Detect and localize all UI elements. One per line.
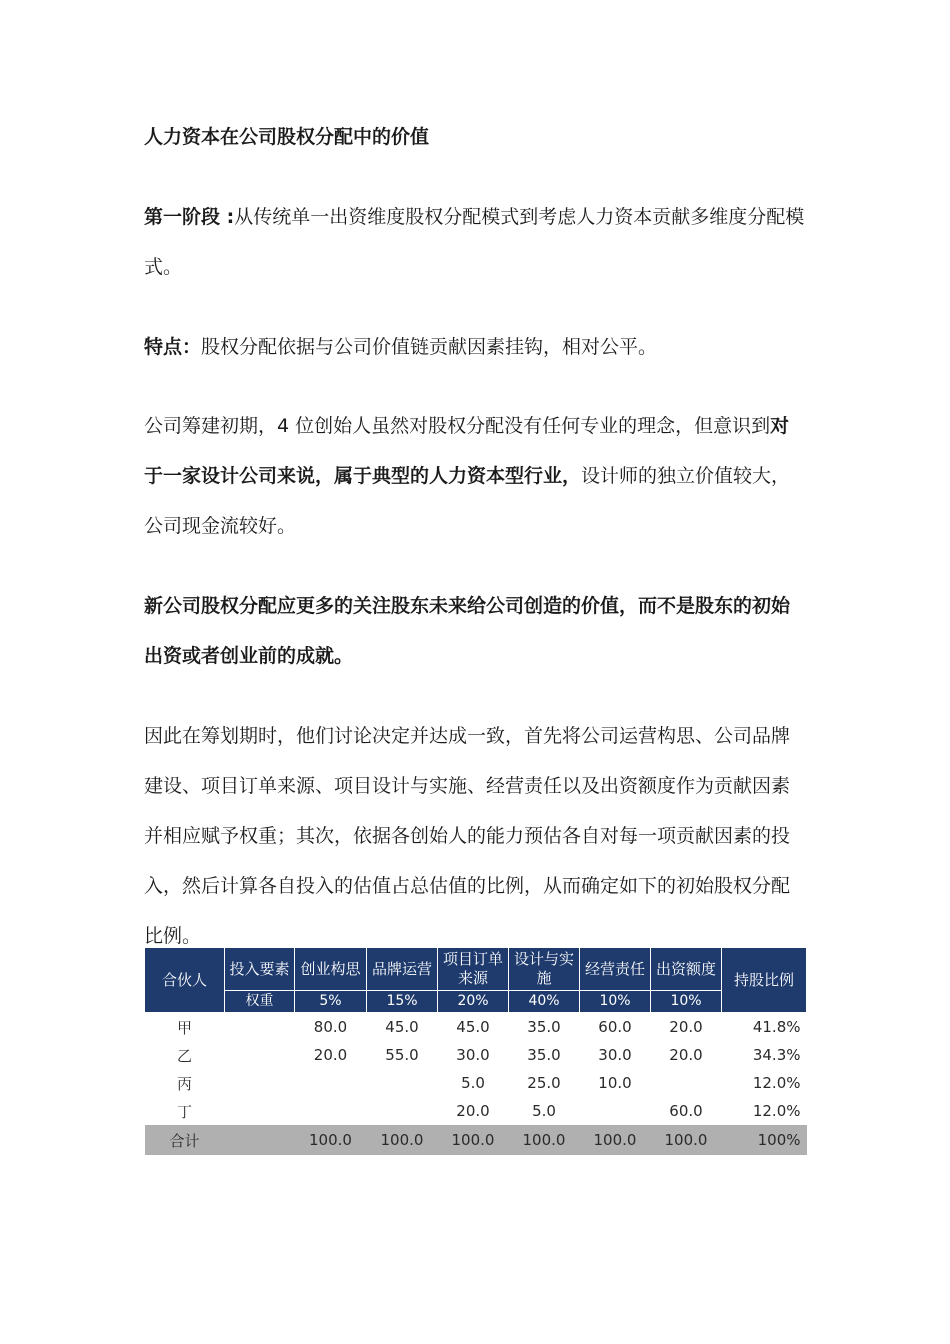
partner-header: 合伙人 bbox=[145, 948, 225, 1013]
share-header: 持股比例 bbox=[722, 948, 807, 1013]
factor-weight: 10% bbox=[651, 991, 722, 1013]
table-cell: 60.0 bbox=[598, 1018, 632, 1036]
total-row bbox=[145, 1125, 807, 1155]
table-cell: 20.0 bbox=[313, 1046, 348, 1064]
table-cell bbox=[225, 1097, 295, 1125]
factor-header: 项目订单来源 bbox=[438, 948, 509, 991]
total-label: 合计 bbox=[145, 1125, 225, 1155]
total-cell: 100.0 bbox=[509, 1125, 580, 1155]
table-cell: 5.0 bbox=[461, 1074, 485, 1092]
factor-weight: 40% bbox=[509, 991, 580, 1013]
table-cell: 55.0 bbox=[385, 1046, 419, 1064]
table-cell: 80.0 bbox=[313, 1018, 348, 1036]
table-cell: 25.0 bbox=[527, 1074, 561, 1092]
factor-header: 品牌运营 bbox=[367, 948, 438, 991]
factor-weight: 20% bbox=[438, 991, 509, 1013]
early-text-a: 公司筹建初期，4 位创始人虽然对股权分配没有任何专业的理念，但意识到 bbox=[144, 415, 771, 437]
table-cell bbox=[580, 1097, 651, 1125]
total-cell: 100.0 bbox=[651, 1125, 722, 1155]
factor-weight: 5% bbox=[295, 991, 367, 1013]
page-title: 人力资本在公司股权分配中的价值 bbox=[144, 126, 430, 148]
table-cell bbox=[651, 1069, 722, 1097]
table-cell bbox=[225, 1013, 295, 1042]
therefore-paragraph: 因此在筹划期时，他们讨论决定并达成一致，首先将公司运营构思、公司品牌建设、项目订单来源、项目设计与实施、经营责任以及出资额度作为贡献因素并相应赋予权重；其次，依据各创始人的能力预估各自对每一项贡献因素的投入，然后计算各自投入的估值占总估值的比例，从而确定如下的初始股权分配比例。 bbox=[144, 725, 791, 947]
input-header: 投入要素 bbox=[225, 948, 295, 991]
partner-name: 丁 bbox=[176, 1102, 192, 1121]
stage-text: 从传统单一出资维度股权分配模式到考虑人力资本贡献多维度分配模式。 bbox=[144, 206, 805, 278]
table-cell bbox=[225, 1069, 295, 1097]
factor-header: 创业构思 bbox=[295, 948, 367, 991]
equity-table bbox=[144, 947, 807, 1155]
table-row bbox=[145, 1013, 807, 1042]
factor-weight: 15% bbox=[367, 991, 438, 1013]
table-cell: 35.0 bbox=[527, 1018, 561, 1036]
early-bold-text: 对于一家设计公司来说，属于典型的人力资本型行业， bbox=[144, 415, 790, 487]
table-cell: 60.0 bbox=[669, 1102, 703, 1120]
table-cell bbox=[367, 1097, 438, 1125]
table-cell: 10.0 bbox=[598, 1074, 632, 1092]
table-cell: 35.0 bbox=[527, 1046, 561, 1064]
share-cell: 34.3% bbox=[752, 1046, 801, 1064]
early-text-b: 设计师的独立价值较大，公司现金流较好。 bbox=[144, 465, 791, 537]
table-cell: 5.0 bbox=[532, 1102, 556, 1120]
table-cell bbox=[367, 1069, 438, 1097]
table-cell: 20.0 bbox=[669, 1046, 703, 1064]
factor-header: 经营责任 bbox=[580, 948, 651, 991]
table-row bbox=[145, 1041, 807, 1069]
factor-header: 出资额度 bbox=[651, 948, 722, 991]
partner-name: 甲 bbox=[176, 1018, 192, 1037]
share-cell: 12.0% bbox=[752, 1102, 801, 1120]
table-cell: 30.0 bbox=[456, 1046, 490, 1064]
partner-name: 丙 bbox=[176, 1074, 192, 1093]
total-cell: 100.0 bbox=[295, 1125, 367, 1155]
table-cell: 45.0 bbox=[456, 1018, 490, 1036]
share-cell: 41.8% bbox=[752, 1018, 801, 1036]
table-cell: 45.0 bbox=[385, 1018, 419, 1036]
factor-header: 设计与实施 bbox=[509, 948, 580, 991]
table-row bbox=[145, 1097, 807, 1125]
feature-paragraph bbox=[144, 322, 808, 372]
stage-label: 第一阶段 : bbox=[144, 206, 235, 228]
table-cell bbox=[225, 1041, 295, 1069]
table-cell: 30.0 bbox=[598, 1046, 632, 1064]
partner-name: 乙 bbox=[176, 1046, 192, 1065]
total-cell: 100.0 bbox=[438, 1125, 509, 1155]
total-share-cell: 100% bbox=[722, 1125, 807, 1155]
table-cell bbox=[225, 1125, 295, 1155]
table-cell bbox=[295, 1097, 367, 1125]
stage-paragraph bbox=[144, 192, 808, 292]
table-cell bbox=[295, 1069, 367, 1097]
share-cell: 12.0% bbox=[752, 1074, 801, 1092]
new-equity-paragraph: 新公司股权分配应更多的关注股东未来给公司创造的价值，而不是股东的初始出资或者创业前的成就。 bbox=[144, 595, 791, 667]
feature-label: 特点： bbox=[144, 336, 202, 358]
table-cell: 20.0 bbox=[456, 1102, 490, 1120]
total-cell: 100.0 bbox=[580, 1125, 651, 1155]
total-cell: 100.0 bbox=[367, 1125, 438, 1155]
early-stage-paragraph bbox=[144, 401, 808, 551]
factor-weight: 10% bbox=[580, 991, 651, 1013]
table-row bbox=[145, 1069, 807, 1097]
feature-text: 股权分配依据与公司价值链贡献因素挂钩，相对公平。 bbox=[201, 336, 658, 358]
table-cell: 20.0 bbox=[669, 1018, 703, 1036]
weight-header: 权重 bbox=[225, 991, 295, 1013]
